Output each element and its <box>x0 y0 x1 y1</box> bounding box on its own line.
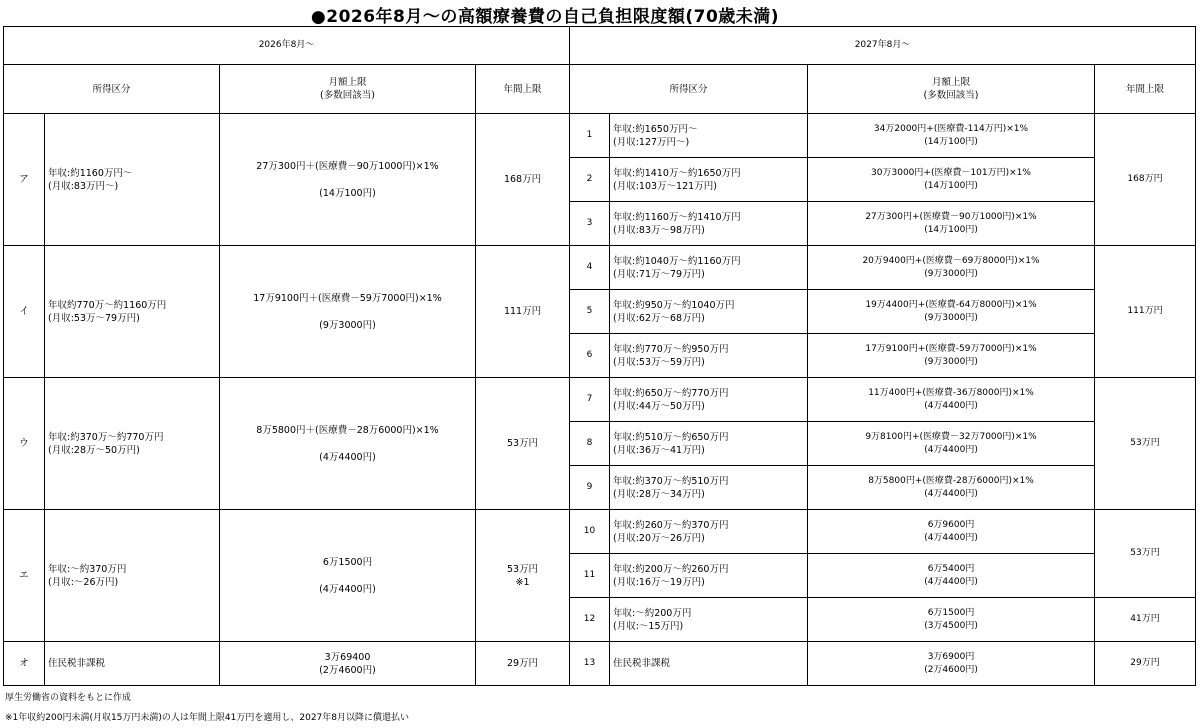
category-cell: イ <box>4 246 45 378</box>
income-range: 年収:約1410万～約1650万円 <box>613 167 741 179</box>
annual-limit-cell: 168万円 <box>1095 114 1196 246</box>
income-cell <box>610 642 808 686</box>
limit-formula: 30万3000円+(医療費－101万円)×1% <box>871 167 1031 178</box>
multi-limit: (14万100円) <box>924 224 978 235</box>
income-cell <box>610 422 808 466</box>
monthly-limit-cell <box>808 422 1095 466</box>
limit-formula: 27万300円＋(医療費－90万1000円)×1% <box>256 160 439 172</box>
limit-formula: 11万400円+(医療費-36万8000円)×1% <box>868 387 1034 398</box>
row-number-cell: 2 <box>570 158 610 202</box>
row-number-cell: 4 <box>570 246 610 290</box>
annual-limit: 29万円 <box>506 658 539 669</box>
limit-formula: 3万69400 <box>324 651 371 663</box>
multi-limit: (3万4500円) <box>924 620 978 631</box>
table-row <box>4 246 1196 290</box>
income-range: 年収:約650万～約770万円 <box>613 387 729 399</box>
category-cell: ウ <box>4 378 45 510</box>
income-range: 年収:約1160万～約1410万円 <box>613 211 741 223</box>
source-note: 厚生労働省の資料をもとに作成 <box>5 693 132 703</box>
monthly-limit-cell <box>808 202 1095 246</box>
limit-formula: 8万5800円＋(医療費－28万6000円)×1% <box>256 424 439 436</box>
monthly-income-range: (月収:～26万円) <box>48 576 119 588</box>
income-cell <box>610 290 808 334</box>
page-title: ●2026年8月～の高額療養費の自己負担限度額(70歳未満) <box>310 7 780 27</box>
income-cell <box>610 334 808 378</box>
monthly-income-range: (月収:16万～19万円) <box>613 576 705 588</box>
income-cell <box>45 246 220 378</box>
category-cell: ア <box>4 114 45 246</box>
multi-limit: (4万4400円) <box>924 576 978 587</box>
monthly-limit-cell <box>220 642 476 686</box>
income-cell <box>610 158 808 202</box>
limit-formula: 17万9100円+(医療費-59万7000円)×1% <box>865 343 1037 354</box>
multi-limit: (9万3000円) <box>924 356 978 367</box>
monthly-income-range: (月収:44万～50万円) <box>613 400 705 412</box>
annual-header-2027: 年間上限 <box>1095 65 1196 114</box>
annual-limit-cell: 41万円 <box>1095 598 1196 642</box>
income-cell <box>610 598 808 642</box>
monthly-income-range: (月収:53万～59万円) <box>613 356 705 368</box>
monthly-income-range: (月収:62万～68万円) <box>613 312 705 324</box>
income-cell <box>45 114 220 246</box>
monthly-limit-cell <box>220 114 476 246</box>
row-number-cell: 12 <box>570 598 610 642</box>
income-range: 年収:約200万～約260万円 <box>613 563 729 575</box>
income-header-2027: 所得区分 <box>570 65 808 114</box>
footnote-1: ※1年収約200円未満(月収15万円未満)の人は年間上限41万円を適用し、2027年8月以降に償還払い <box>5 713 410 723</box>
income-cell <box>610 202 808 246</box>
row-number-cell: 7 <box>570 378 610 422</box>
multi-limit: (9万3000円) <box>924 268 978 279</box>
income-range: 住民税非課税 <box>48 658 106 669</box>
monthly-limit-cell <box>808 554 1095 598</box>
limit-formula: 6万1500円 <box>322 556 373 568</box>
copay-limit-table <box>3 26 1196 686</box>
annual-limit: 53万円 <box>506 563 539 575</box>
monthly-limit-cell <box>808 246 1095 290</box>
income-range: 年収:約510万～約650万円 <box>613 431 729 443</box>
monthly-header-2026 <box>220 65 476 114</box>
multi-limit: (4万4400円) <box>319 451 376 463</box>
monthly-limit-cell <box>220 510 476 642</box>
monthly-header-2027 <box>808 65 1095 114</box>
income-range: 年収:約950万～約1040万円 <box>613 299 735 311</box>
multi-limit: (14万100円) <box>924 136 978 147</box>
income-cell <box>610 510 808 554</box>
income-range: 年収:～約370万円 <box>48 563 127 575</box>
income-cell <box>45 378 220 510</box>
multi-limit: (4万4400円) <box>319 583 376 595</box>
monthly-limit-cell <box>808 334 1095 378</box>
limit-formula: 6万9600円 <box>927 519 975 530</box>
limit-formula: 8万5800円+(医療費-28万6000円)×1% <box>868 475 1034 486</box>
multi-limit: (4万4400円) <box>924 444 978 455</box>
monthly-limit-cell <box>808 642 1095 686</box>
row-number-cell: 11 <box>570 554 610 598</box>
monthly-income-range: (月収:28万～34万円) <box>613 488 705 500</box>
monthly-income-range: (月収:36万～41万円) <box>613 444 705 456</box>
annual-limit-cell <box>476 246 570 378</box>
limit-formula: 6万5400円 <box>927 563 975 574</box>
annual-limit-cell <box>476 642 570 686</box>
multi-limit: (9万3000円) <box>319 319 376 331</box>
multi-limit: (9万3000円) <box>924 312 978 323</box>
period-2027-header: 2027年8月～ <box>570 27 1196 65</box>
monthly-income-range: (月収:20万～26万円) <box>613 532 705 544</box>
monthly-header-label: 月額上限 <box>932 77 971 88</box>
row-number-cell: 13 <box>570 642 610 686</box>
limit-formula: 6万1500円 <box>927 607 975 618</box>
multi-limit: (2万4600円) <box>319 664 376 676</box>
monthly-income-range: (月収:127万円～) <box>613 136 690 148</box>
monthly-limit-cell <box>220 246 476 378</box>
annual-limit-cell: 111万円 <box>1095 246 1196 378</box>
multi-header-label: (多数回該当) <box>320 90 375 101</box>
income-cell <box>610 466 808 510</box>
limit-formula: 27万300円+(医療費－90万1000円)×1% <box>865 211 1037 222</box>
multi-limit: (4万4400円) <box>924 400 978 411</box>
monthly-income-range: (月収:83万円～) <box>48 180 119 192</box>
income-range: 年収:約1160万円～ <box>48 167 133 179</box>
monthly-limit-cell <box>808 378 1095 422</box>
monthly-limit-cell <box>808 466 1095 510</box>
limit-formula: 17万9100円＋(医療費－59万7000円)×1% <box>253 292 442 304</box>
income-range: 年収:約1650万円～ <box>613 123 698 135</box>
multi-limit: (4万4400円) <box>924 532 978 543</box>
limit-formula: 3万6900円 <box>927 651 975 662</box>
multi-limit: (2万4600円) <box>924 664 978 675</box>
annual-limit: 168万円 <box>503 174 542 185</box>
monthly-income-range: (月収:83万～98万円) <box>613 224 705 236</box>
period-2026-header: 2026年8月～ <box>4 27 570 65</box>
monthly-limit-cell <box>808 510 1095 554</box>
monthly-limit-cell <box>808 158 1095 202</box>
table-row <box>4 378 1196 422</box>
table-row <box>4 510 1196 554</box>
limit-formula: 9万8100円+(医療費－32万7000円)×1% <box>865 431 1037 442</box>
annual-limit-cell: 53万円 <box>1095 510 1196 598</box>
limit-formula: 20万9400円+(医療費－69万8000円)×1% <box>862 255 1040 266</box>
multi-limit: (14万100円) <box>319 187 376 199</box>
multi-limit: (4万4400円) <box>924 488 978 499</box>
monthly-income-range: (月収:～15万円) <box>613 620 684 632</box>
monthly-limit-cell <box>808 598 1095 642</box>
row-number-cell: 3 <box>570 202 610 246</box>
income-cell <box>610 378 808 422</box>
annual-limit-cell: 29万円 <box>1095 642 1196 686</box>
monthly-income-range: (月収:53万～79万円) <box>48 312 140 324</box>
income-cell <box>610 114 808 158</box>
table-row <box>4 114 1196 158</box>
income-header-2026: 所得区分 <box>4 65 220 114</box>
income-range: 年収:約770万～約950万円 <box>613 343 729 355</box>
row-number-cell: 10 <box>570 510 610 554</box>
row-number-cell: 1 <box>570 114 610 158</box>
monthly-limit-cell <box>220 378 476 510</box>
category-cell: エ <box>4 510 45 642</box>
row-number-cell: 8 <box>570 422 610 466</box>
annual-limit-cell: 53万円 <box>1095 378 1196 510</box>
income-range: 年収:約370万～約770万円 <box>48 431 164 443</box>
annual-limit: 53万円 <box>506 438 539 449</box>
limit-formula: 19万4400円+(医療費-64万8000円)×1% <box>865 299 1037 310</box>
annual-limit-cell <box>476 378 570 510</box>
income-range: 年収約770万～約1160万円 <box>48 299 167 311</box>
row-number-cell: 9 <box>570 466 610 510</box>
monthly-income-range: (月収:103万～121万円) <box>613 180 717 192</box>
income-range: 住民税非課税 <box>613 658 671 669</box>
income-range: 年収:約260万～約370万円 <box>613 519 729 531</box>
annual-limit-cell <box>476 510 570 642</box>
multi-limit: (14万100円) <box>924 180 978 191</box>
income-range: 年収:約1040万～約1160万円 <box>613 255 741 267</box>
row-number-cell: 6 <box>570 334 610 378</box>
table-row <box>4 642 1196 686</box>
monthly-income-range: (月収:71万～79万円) <box>613 268 705 280</box>
income-cell <box>45 642 220 686</box>
monthly-header-label: 月額上限 <box>328 77 367 88</box>
income-cell <box>610 554 808 598</box>
annual-limit: 111万円 <box>503 306 542 317</box>
income-cell <box>610 246 808 290</box>
annual-note: ※1 <box>515 576 530 588</box>
annual-header-2026: 年間上限 <box>476 65 570 114</box>
multi-header-label: (多数回該当) <box>923 90 979 101</box>
row-number-cell: 5 <box>570 290 610 334</box>
category-cell: オ <box>4 642 45 686</box>
income-cell <box>45 510 220 642</box>
annual-limit-cell <box>476 114 570 246</box>
income-range: 年収:約370万～約510万円 <box>613 475 729 487</box>
monthly-limit-cell <box>808 290 1095 334</box>
monthly-limit-cell <box>808 114 1095 158</box>
monthly-income-range: (月収:28万～50万円) <box>48 444 140 456</box>
income-range: 年収:～約200万円 <box>613 607 692 619</box>
limit-formula: 34万2000円+(医療費-114万円)×1% <box>873 123 1029 134</box>
